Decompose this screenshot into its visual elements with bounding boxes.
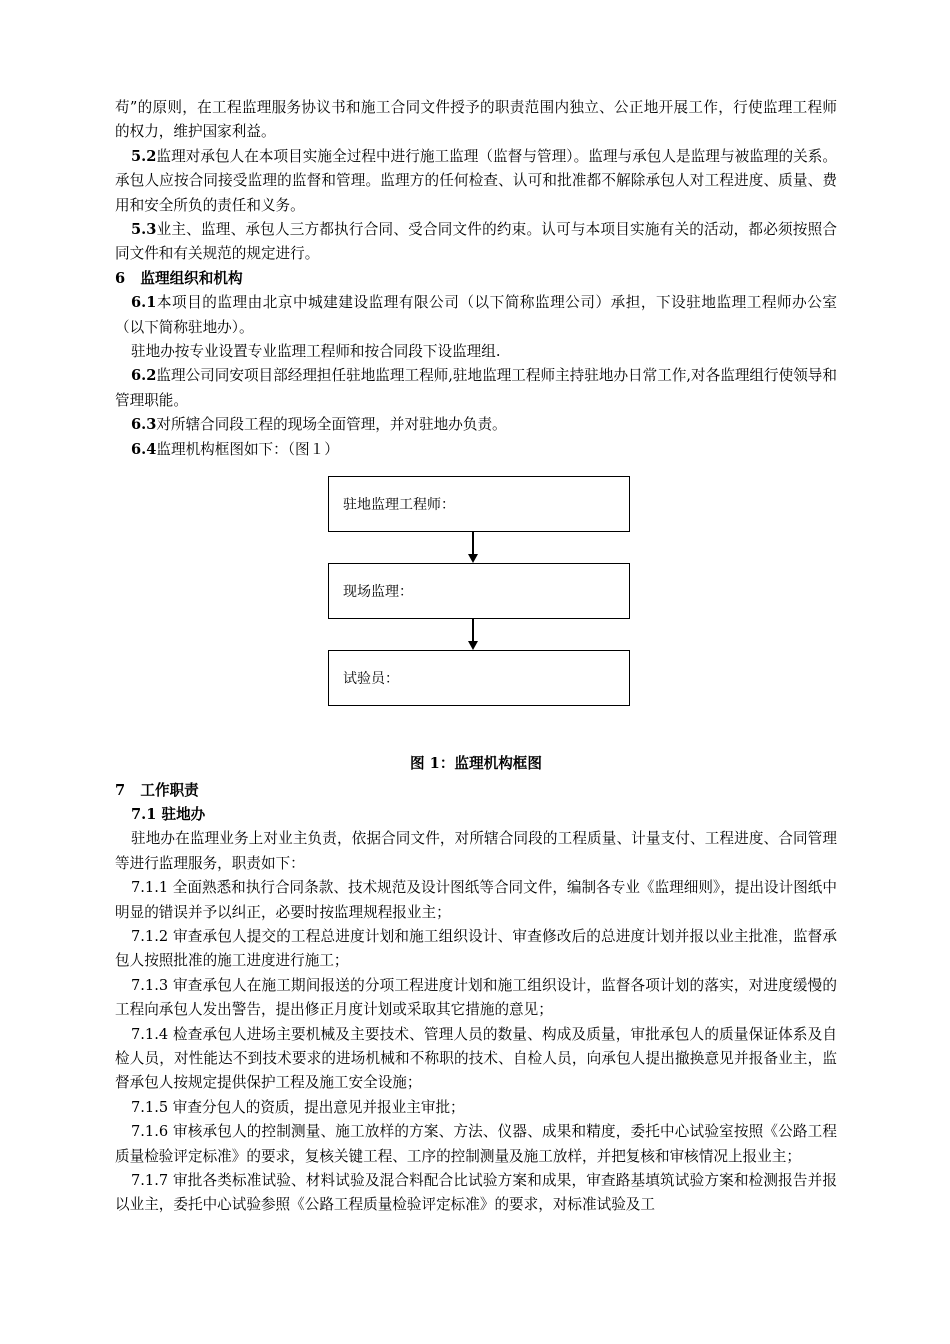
org-chart [115,462,837,752]
clause-text: 业主、监理、承包人三方都执行合同、受合同文件的约束。认可与本项目实施有关的活动，都必须按照合同文件和有关规范的规定进行。 [115,221,837,263]
clause-7-1-3: 7.1.3 审查承包人在施工期间报送的分项工程进度计划和施工组织设计，监督各项计划的落实，对进度缓慢的工程向承包人发出警告，提出修正月度计划或采取其它措施的意见； [115,976,837,1019]
clause-text: 本项目的监理由北京中城建建设监理有限公司（以下简称监理公司）承担，下设驻地监理工程师办公室（以下简称驻地办）。 [115,294,837,336]
clause-number: 6.4 [131,440,157,458]
org-box-site-supervisor: 现场监理： [328,563,630,619]
paragraph-6-4 [115,438,837,462]
clause-7-1-6: 7.1.6 审核承包人的控制测量、施工放样的方案、方法、仪器、成果和精度，委托中心试验室按照《公路工程质量检验评定标准》的要求，复核关键工程、工序的控制测量及施工放样，并把复核和审核情况上报业主； [115,1123,837,1165]
clause-number: 6.2 [131,367,157,385]
org-connector-line [472,532,474,556]
clause-7-1-2: 7.1.2 审查承包人提交的工程总进度计划和施工组织设计、审查修改后的总进度计划并报以业主批准，监督承包人按照批准的施工进度进行施工； [115,927,837,970]
clause-7-1-4: 7.1.4 检查承包人进场主要机械及主要技术、管理人员的数量、构成及质量，审批承包人的质量保证体系及自检人员，对性能达不到技术要求的进场机械和不称职的技术、自检人员，向承包人提出撤换意见并报备业主，监督承包人按规定提供保护工程及施工安全设施； [115,1025,837,1092]
paragraph-6-3 [115,413,837,437]
clause-number: 5.3 [131,221,157,239]
paragraph-continuation: 苟”的原则，在工程监理服务协议书和施工合同文件授予的职责范围内独立、公正地开展工作，行使监理工程师的权力，维护国家利益。 [115,99,837,141]
clause-number: 5.2 [131,147,157,165]
arrow-down-icon [468,641,478,650]
figure-caption: 图 1：监理机构框图 [410,755,542,773]
clause-text: 监理公司同安项目部经理担任驻地监理工程师,驻地监理工程师主持驻地办日常工作,对各监理组行使领导和管理职能。 [115,367,837,409]
section-6-heading: 6 监理组织和机构 [115,269,243,287]
paragraph-6-2 [115,364,837,413]
clause-7-1-5: 7.1.5 审查分包人的资质，提出意见并报业主审批； [131,1098,465,1116]
paragraph-6-1 [115,291,837,340]
clause-text: 监理对承包人在本项目实施全过程中进行施工监理（监督与管理）。监理与承包人是监理与被监理的关系。承包人应按合同接受监理的监督和管理。监理方的任何检查、认可和批准都不解除承包人对工程进度、质量、费用和安全所负的责任和义务。 [115,147,837,214]
clause-7-1-1: 7.1.1 全面熟悉和执行合同条款、技术规范及设计图纸等合同文件，编制各专业《监理细则》，提出设计图纸中明显的错误并予以纠正，必要时按监理规程报业主； [115,879,837,921]
clause-text: 驻地办按专业设置专业监理工程师和按合同段下设监理组. [131,343,501,361]
paragraph-5-3 [115,218,837,267]
clause-text: 对所辖合同段工程的现场全面管理，并对驻地办负责。 [156,416,507,434]
org-connector-line [472,619,474,643]
document-page [115,96,837,1218]
clause-number: 6.3 [131,416,157,434]
clause-text: 监理机构框图如下：（图１） [156,440,339,458]
org-box-tester: 试验员： [328,650,630,706]
section-7-heading: 7 工作职责 [115,781,199,799]
paragraph-5-2 [115,145,837,218]
paragraph-6-1-note [115,340,837,364]
section-7-1-intro: 驻地办在监理业务上对业主负责，依据合同文件，对所辖合同段的工程质量、计量支付、工程进度、合同管理等进行监理服务，职责如下： [115,830,837,872]
arrow-down-icon [468,554,478,563]
clause-7-1-7: 7.1.7 审批各类标准试验、材料试验及混合料配合比试验方案和成果，审查路基填筑试验方案和检测报告并报以业主，委托中心试验参照《公路工程质量检验评定标准》的要求，对标准试验及工 [115,1172,837,1214]
org-box-resident-engineer: 驻地监理工程师： [328,476,630,532]
clause-number: 6.1 [131,294,157,312]
section-7-1-heading: 7.1 驻地办 [131,805,206,823]
